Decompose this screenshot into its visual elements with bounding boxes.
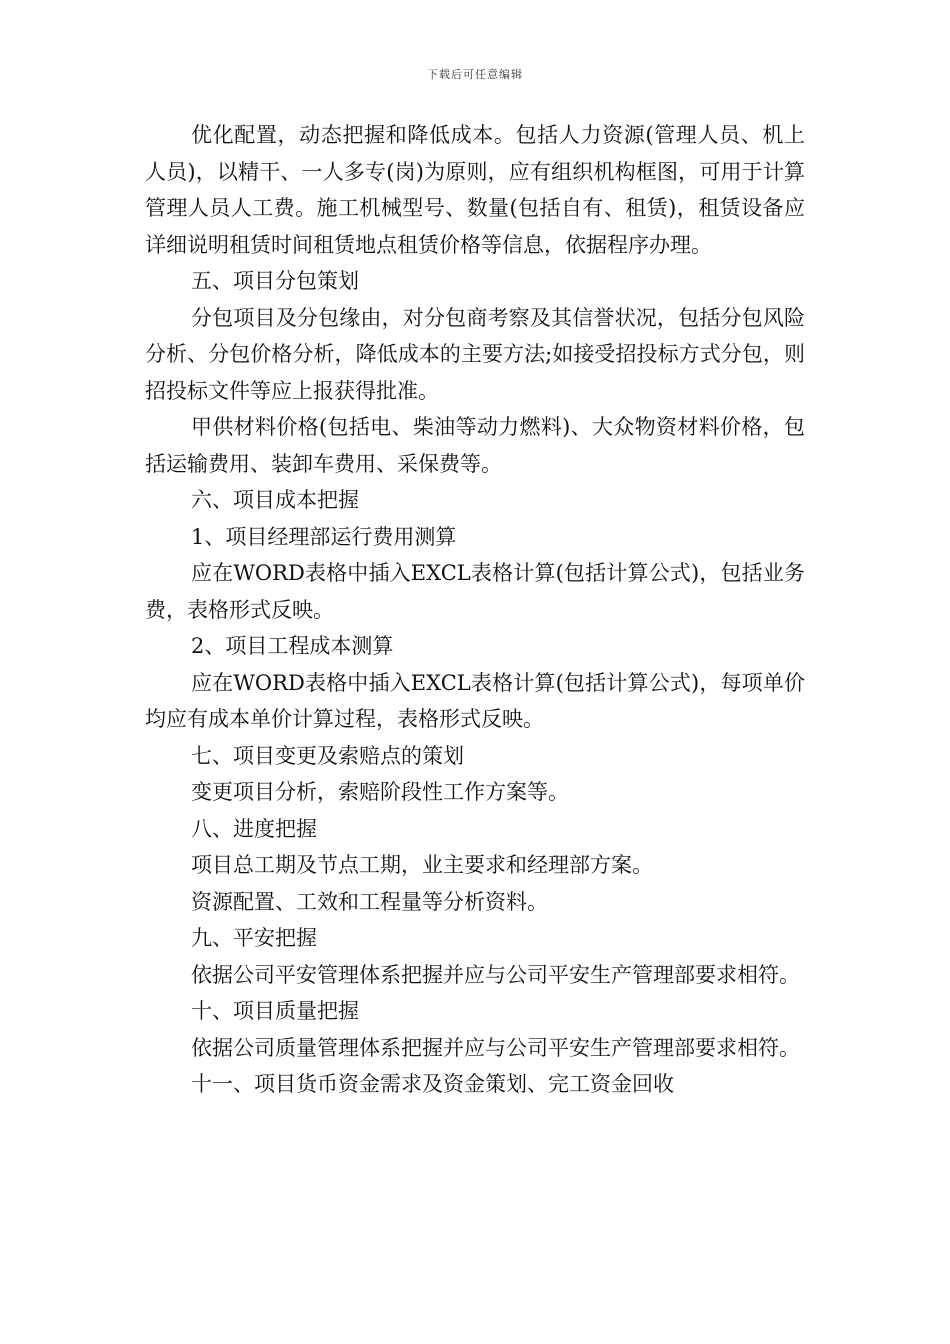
paragraph-resource-allocation: 优化配置，动态把握和降低成本。包括人力资源(管理人员、机上人员)，以精干、一人多专(岗)为原则，应有组织机构框图，可用于计算管理人员人工费。施工机械型号、数量(包括自有、租赁)，租赁设备应详细说明租赁时间租赁地点租赁价格等信息，依据程序办理。 bbox=[145, 123, 805, 257]
section-heading-safety: 九、平安把握 bbox=[191, 926, 317, 950]
section-heading-funds: 十一、项目货币资金需求及资金策划、完工资金回收 bbox=[191, 1072, 674, 1096]
section-heading-change-claims: 七、项目变更及索赔点的策划 bbox=[191, 743, 464, 768]
paragraph-operating-cost: 应在WORD表格中插入EXCL表格计算(包括计算公式)，包括业务费，表格形式反映。 bbox=[145, 561, 805, 622]
paragraph-quality: 依据公司质量管理体系把握并应与公司平安生产管理部要求相符。 bbox=[191, 1035, 800, 1060]
paragraph-safety: 依据公司平安管理体系把握并应与公司平安生产管理部要求相符。 bbox=[191, 962, 800, 987]
paragraph-engineering-cost: 应在WORD表格中插入EXCL表格计算(包括计算公式)，每项单价均应有成本单价计算过程，表格形式反映。 bbox=[145, 670, 805, 731]
document-body bbox=[145, 117, 805, 1103]
section-heading-schedule: 八、进度把握 bbox=[191, 816, 317, 841]
paragraph-change-claims: 变更项目分析，索赔阶段性工作方案等。 bbox=[191, 780, 569, 804]
paragraph-schedule-resources: 资源配置、工效和工程量等分析资料。 bbox=[191, 889, 548, 914]
section-heading-quality: 十、项目质量把握 bbox=[191, 999, 359, 1023]
paragraph-schedule-period: 项目总工期及节点工期，业主要求和经理部方案。 bbox=[191, 853, 653, 877]
page-header: 下载后可任意编辑 bbox=[427, 68, 523, 81]
section-heading-cost-control: 六、项目成本把握 bbox=[191, 488, 359, 512]
section-heading-subcontract: 五、项目分包策划 bbox=[191, 269, 359, 293]
subheading-operating-cost: 1、项目经理部运行费用测算 bbox=[191, 524, 457, 549]
subheading-engineering-cost: 2、项目工程成本测算 bbox=[191, 634, 394, 658]
paragraph-material-price: 甲供材料价格(包括电、柴油等动力燃料)、大众物资材料价格，包括运输费用、装卸车费用、采保费等。 bbox=[145, 415, 805, 476]
paragraph-subcontract: 分包项目及分包缘由，对分包商考察及其信誉状况，包括分包风险分析、分包价格分析，降低成本的主要方法;如接受招投标方式分包，则招投标文件等应上报获得批准。 bbox=[145, 305, 805, 403]
